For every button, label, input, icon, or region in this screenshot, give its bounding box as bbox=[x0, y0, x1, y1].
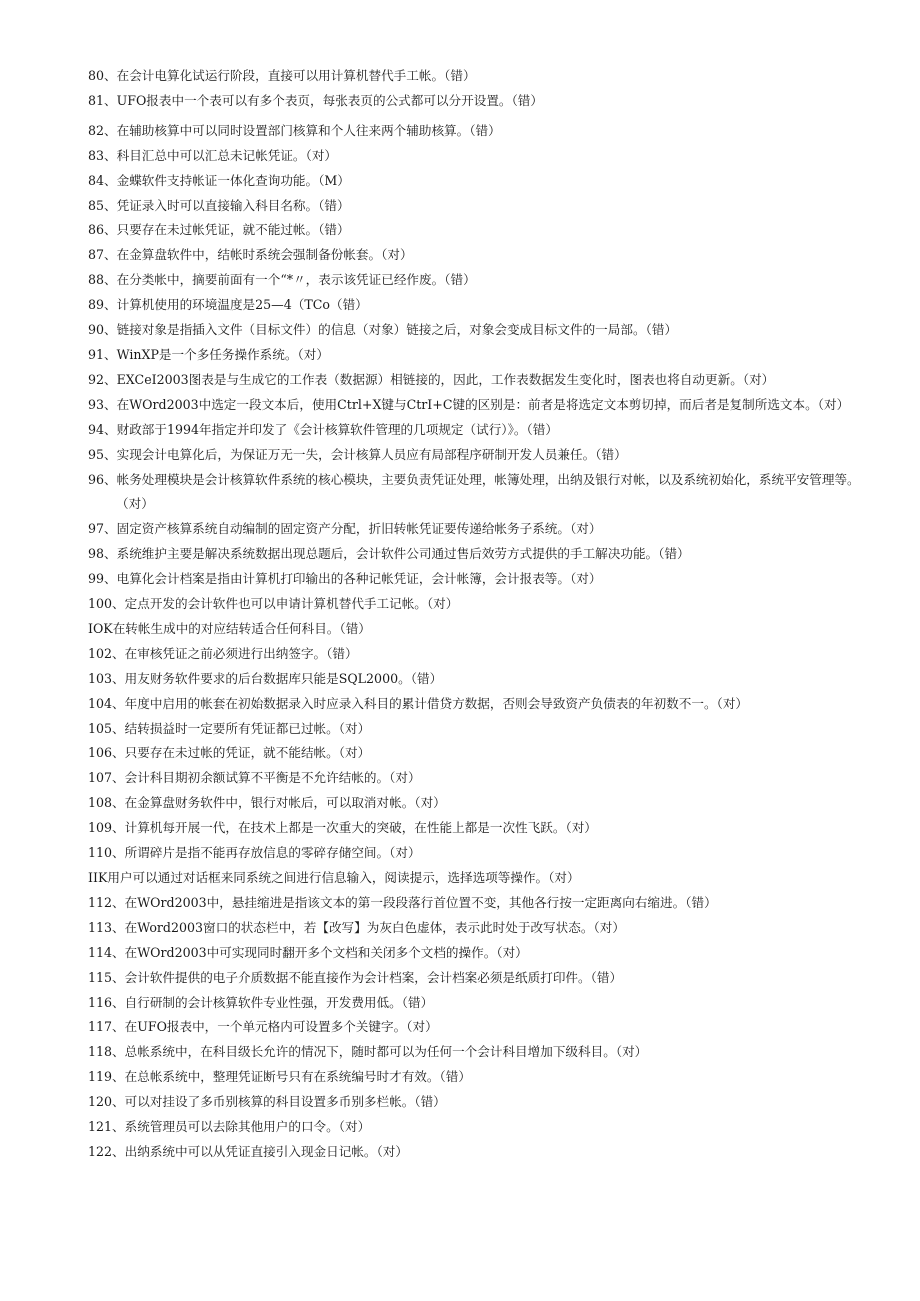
list-item: 110、所谓碎片是指不能再存放信息的零碎存储空间。（对） bbox=[88, 845, 421, 861]
list-item: 102、在审核凭证之前必须进行出纳签字。（错） bbox=[88, 645, 358, 661]
list-item: 116、自行研制的会计核算软件专业性强，开发费用低。（错） bbox=[88, 994, 434, 1010]
list-item: IIK用户可以通过对话框来同系统之间进行信息输入，阅读提示，选择选项等操作。（对） bbox=[88, 870, 580, 885]
list-item: 86、只要存在未过帐凭证，就不能过帐。（错） bbox=[88, 222, 350, 238]
list-item: 121、系统管理员可以去除其他用户的口令。（对） bbox=[88, 1119, 371, 1135]
list-item: 84、金蝶软件支持帐证一体化查询功能。（M） bbox=[88, 172, 350, 188]
list-item: 92、EXCeI2003图表是与生成它的工作表（数据源）相链接的，因此，工作表数据发生变化时，图表也将自动更新。（对） bbox=[88, 371, 775, 387]
list-item: 96、帐务处理模块是会计核算软件系统的核心模块，主要负责凭证处理，帐簿处理，出纳及银行对帐，以及系统初始化，系统平安管理等。（对） bbox=[88, 471, 860, 512]
list-item: 89、计算机使用的环境温度是25—4（TCo（错） bbox=[88, 297, 368, 313]
list-item: 83、科目汇总中可以汇总未记帐凭证。（对） bbox=[88, 147, 338, 163]
list-item: IOK在转帐生成中的对应结转适合任何科目。（错） bbox=[88, 620, 371, 636]
list-item: 85、凭证录入时可以直接输入科目名称。（错） bbox=[88, 197, 350, 213]
list-item: 120、可以对挂设了多币别核算的科目设置多币别多栏帐。（错） bbox=[88, 1094, 446, 1110]
list-item: 98、系统维护主要是解决系统数据出现总题后，会计软件公司通过售后效劳方式提供的手工解决功能。（错） bbox=[88, 546, 690, 562]
list-item: 103、用友财务软件要求的后台数据库只能是SQL2000。（错） bbox=[88, 670, 443, 686]
list-item: 109、计算机每开展一代，在技术上都是一次重大的突破，在性能上都是一次性飞跃。（对） bbox=[88, 820, 597, 836]
list-item: 115、会计软件提供的电子介质数据不能直接作为会计档案，会计档案必须是纸质打印件。（错） bbox=[88, 969, 623, 985]
list-item: 100、定点开发的会计软件也可以申请计算机替代手工记帐。（对） bbox=[88, 596, 459, 612]
question-list bbox=[88, 64, 868, 1165]
list-item: 106、只要存在未过帐的凭证，就不能结帐。（对） bbox=[88, 745, 371, 761]
list-item: 108、在金算盘财务软件中，银行对帐后，可以取消对帐。（对） bbox=[88, 795, 446, 811]
list-item: 107、会计科目期初余额试算不平衡是不允许结帐的。（对） bbox=[88, 770, 421, 786]
list-item: 87、在金算盘软件中，结帐时系统会强制备份帐套。（对） bbox=[88, 247, 413, 263]
list-item: 90、链接对象是指插入文件（目标文件）的信息（对象）链接之后，对象会变成目标文件的一局部。（错） bbox=[88, 322, 678, 338]
list-item: 117、在UFO报表中，一个单元格内可设置多个关键字。（对） bbox=[88, 1019, 438, 1035]
list-item: 112、在WOrd2003中，悬挂缩进是指该文本的第一段段落行首位置不变，其他各行按一定距离向右缩进。（错） bbox=[88, 894, 717, 910]
list-item: 122、出纳系统中可以从凭证直接引入现金日记帐。（对） bbox=[88, 1143, 408, 1159]
list-item: 81、UFO报表中一个表可以有多个表页，每张表页的公式都可以分开设置。（错） bbox=[88, 92, 543, 108]
list-item: 95、实现会计电算化后，为保证万无一失，会计核算人员应有局部程序研制开发人员兼任。（错） bbox=[88, 446, 627, 462]
list-item: 88、在分类帐中，摘要前面有一个“*〃，表示该凭证已经作废。（错） bbox=[88, 272, 476, 288]
list-item: 114、在WOrd2003中可实现同时翻开多个文档和关闭多个文档的操作。（对） bbox=[88, 944, 528, 960]
list-item: 104、年度中启用的帐套在初始数据录入时应录入科目的累计借贷方数据，否则会导致资产负债表的年初数不一。（对） bbox=[88, 695, 749, 711]
list-item: 119、在总帐系统中，整理凭证断号只有在系统编号时才有效。（错） bbox=[88, 1069, 471, 1085]
list-item: 93、在WOrd2003中选定一段文本后，使用Ctrl+X键与CtrI+C键的区别是：前者是将选定文本剪切掉，而后者是复制所选文本。（对） bbox=[88, 396, 850, 412]
list-item: 113、在Word2003窗口的状态栏中，若【改写】为灰白色虚体，表示此时处于改写状态。（对） bbox=[88, 919, 625, 935]
list-item: 82、在辅助核算中可以同时设置部门核算和个人往来两个辅助核算。（错） bbox=[88, 122, 501, 138]
list-item: 97、固定资产核算系统自动编制的固定资产分配，折旧转帐凭证要传递给帐务子系统。（对） bbox=[88, 521, 602, 537]
list-item: 105、结转损益时一定要所有凭证都已过帐。（对） bbox=[88, 720, 371, 736]
list-item: 91、WinXP是一个多任务操作系统。（对） bbox=[88, 346, 329, 362]
list-item: 118、总帐系统中，在科目级长允许的情况下，随时都可以为任何一个会计科目增加下级科目。（对） bbox=[88, 1044, 648, 1060]
list-item: 80、在会计电算化试运行阶段，直接可以用计算机替代手工帐。（错） bbox=[88, 68, 476, 83]
list-item: 94、财政部于1994年指定并印发了《会计核算软件管理的几项规定（试行）》。（错） bbox=[88, 421, 558, 437]
list-item: 99、电算化会计档案是指由计算机打印输出的各种记帐凭证，会计帐簿，会计报表等。（对） bbox=[88, 571, 602, 587]
